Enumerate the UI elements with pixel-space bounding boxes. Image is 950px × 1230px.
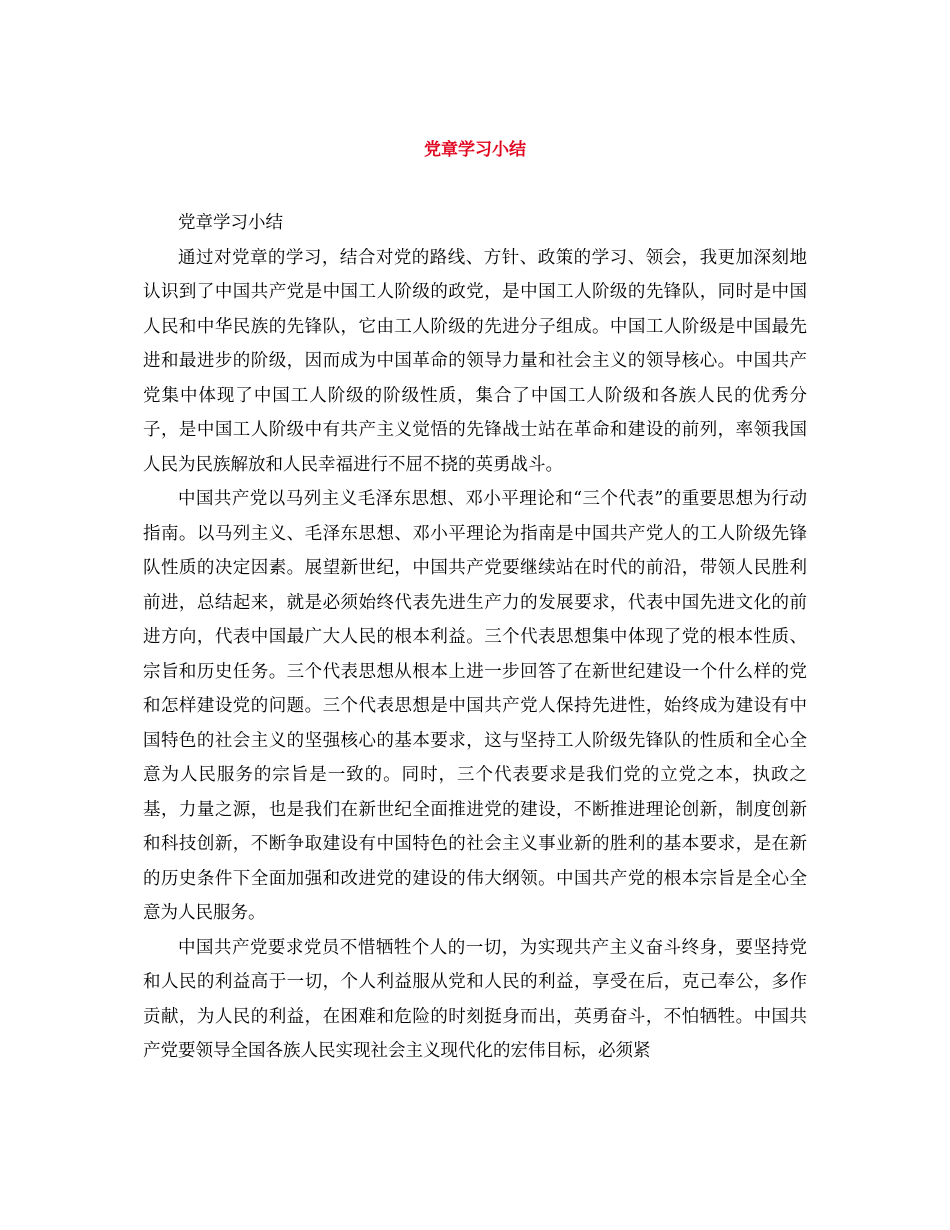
body-heading: 党章学习小结 — [178, 213, 283, 233]
document-body — [143, 206, 807, 1069]
document-title: 党章学习小结 — [424, 140, 526, 160]
paragraph-3: 中国共产党要求党员不惜牺牲个人的一切，为实现共产主义奋斗终身，要坚持党和人民的利益高于一切，个人利益服从党和人民的利益，享受在后，克己奉公，多作贡献，为人民的利益，在困难和危险的时刻挺身而出，英勇奋斗，不怕牺牲。中国共产党要领导全国各族人民实现社会主义现代化的宏伟目标，必须紧 — [143, 937, 807, 1061]
paragraph-1: 通过对党章的学习，结合对党的路线、方针、政策的学习、领会，我更加深刻地认识到了中国共产党是中国工人阶级的政党，是中国工人阶级的先锋队，同时是中国人民和中华民族的先锋队，它由工人阶级的先进分子组成。中国工人阶级是中国最先进和最进步的阶级，因而成为中国革命的领导力量和社会主义的领导核心。中国共产党集中体现了中国工人阶级的阶级性质，集合了中国工人阶级和各族人民的优秀分子，是中国工人阶级中有共产主义觉悟的先锋战士站在革命和建设的前列，率领我国人民为民族解放和人民幸福进行不屈不挠的英勇战斗。 — [143, 247, 807, 475]
paragraph-2: 中国共产党以马列主义毛泽东思想、邓小平理论和“三个代表”的重要思想为行动指南。以马列主义、毛泽东思想、邓小平理论为指南是中国共产党人的工人阶级先锋队性质的决定因素。展望新世纪，中国共产党要继续站在时代的前沿，带领人民胜利前进，总结起来，就是必须始终代表先进生产力的发展要求，代表中国先进文化的前进方向，代表中国最广大人民的根本利益。三个代表思想集中体现了党的根本性质、宗旨和历史任务。三个代表思想从根本上进一步回答了在新世纪建设一个什么样的党和怎样建设党的问题。三个代表思想是中国共产党人保持先进性，始终成为建设有中国特色的社会主义的坚强核心的基本要求，这与坚持工人阶级先锋队的性质和全心全意为人民服务的宗旨是一致的。同时，三个代表要求是我们党的立党之本，执政之基，力量之源，也是我们在新世纪全面推进党的建设，不断推进理论创新，制度创新和科技创新，不断争取建设有中国特色的社会主义事业新的胜利的基本要求，是在新的历史条件下全面加强和改进党的建设的伟大纲领。中国共产党的根本宗旨是全心全意为人民服务。 — [143, 489, 807, 923]
